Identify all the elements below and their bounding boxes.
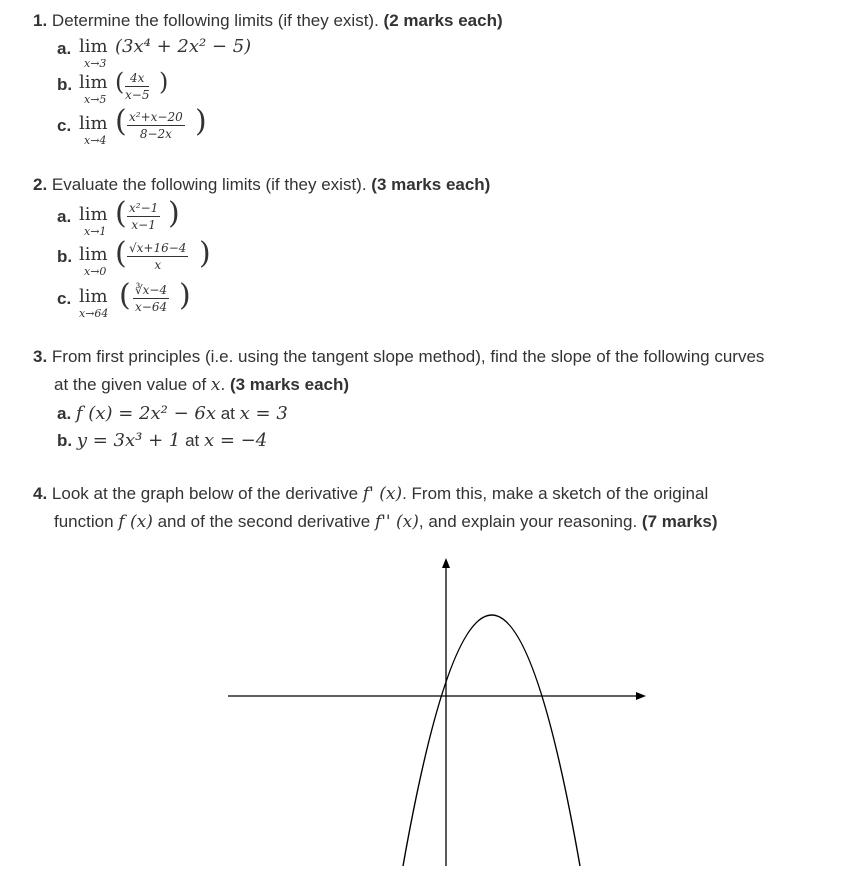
math-fprime: f' (x) <box>362 484 403 504</box>
lim-approach: x→5 <box>84 93 107 106</box>
lim-operator: lim <box>79 286 108 307</box>
question-marks: (2 marks each) <box>383 11 503 30</box>
question-3-line2: at the given value of x. (3 marks each) <box>54 375 350 395</box>
denominator: x−1 <box>131 218 156 232</box>
left-paren: ( <box>115 104 127 139</box>
denominator: x−5 <box>125 88 150 102</box>
lim-approach: x→64 <box>79 307 109 320</box>
lim-approach: x→3 <box>84 57 107 70</box>
numerator: x²+x−20 <box>129 110 183 124</box>
item-label: a. <box>57 207 72 226</box>
item-label: b. <box>57 247 73 266</box>
math-condition: x = −4 <box>204 430 268 451</box>
item-label: a. <box>57 39 72 58</box>
question-text: Look at the graph below of the derivative <box>51 484 359 503</box>
left-paren: ( <box>115 196 127 231</box>
question-number: 1. <box>33 11 48 30</box>
right-paren: ) <box>199 236 211 271</box>
lim-approach: x→0 <box>84 265 107 278</box>
question-text: From first principles (i.e. using the tangent slope method), find the slope of the following curves <box>51 347 765 366</box>
question-text: at the given value of <box>54 375 207 394</box>
lim-operator: lim <box>79 113 108 134</box>
lim-operator: lim <box>79 204 108 225</box>
y-axis-arrow-icon <box>442 558 450 568</box>
math-f: f (x) <box>118 512 153 532</box>
question-text: and of the second derivative <box>157 512 371 531</box>
numerator: √x+16−4 <box>129 241 187 255</box>
question-text: function <box>54 512 114 531</box>
right-paren: ) <box>168 196 180 231</box>
question-text: , and explain your reasoning. <box>418 512 638 531</box>
question-text: Evaluate the following limits (if they exist). <box>51 175 367 194</box>
denominator: x−64 <box>135 300 168 314</box>
denominator: x <box>154 258 162 272</box>
numerator: 4x <box>125 71 149 87</box>
numerator: x²−1 <box>129 201 159 215</box>
math-expression: y = 3x³ + 1 <box>76 430 181 451</box>
lim-approach: x→4 <box>84 134 107 147</box>
item-label: a. <box>57 404 72 423</box>
question-text: . From this, make a sketch of the original <box>402 484 709 503</box>
math-fdouble: f'' (x) <box>374 512 419 532</box>
math-variable: x <box>210 375 221 395</box>
right-paren: ) <box>179 278 191 313</box>
question-marks: (3 marks each) <box>229 375 350 394</box>
question-marks: (3 marks each) <box>371 175 491 194</box>
x-axis-arrow-icon <box>636 692 646 700</box>
item-label: b. <box>57 75 73 94</box>
lim-operator: lim <box>79 36 108 57</box>
denominator: 8−2x <box>139 127 172 141</box>
question-text: Determine the following limits (if they exist). <box>51 11 379 30</box>
lim-operator: lim <box>79 72 108 93</box>
item-label: c. <box>57 116 72 135</box>
right-paren: ) <box>195 104 207 139</box>
left-paren: ( <box>115 68 125 96</box>
lim-approach: x→1 <box>84 225 107 238</box>
lim-operator: lim <box>79 244 108 265</box>
question-number: 2. <box>33 175 48 194</box>
at-text: at <box>185 431 200 450</box>
item-label: c. <box>57 289 72 308</box>
limit-expression: (3x⁴ + 2x² − 5) <box>115 36 252 57</box>
item-label: b. <box>57 431 73 450</box>
left-paren: ( <box>119 278 131 313</box>
question-number: 4. <box>33 484 48 503</box>
at-text: at <box>220 404 235 423</box>
parabola-curve <box>403 615 580 866</box>
question-number: 3. <box>33 347 48 366</box>
numerator: ∛x−4 <box>135 283 168 297</box>
right-paren: ) <box>159 68 169 96</box>
question-marks: (7 marks) <box>641 512 718 531</box>
math-condition: x = 3 <box>239 403 288 424</box>
left-paren: ( <box>115 236 127 271</box>
math-expression: f (x) = 2x² − 6x <box>75 403 216 424</box>
